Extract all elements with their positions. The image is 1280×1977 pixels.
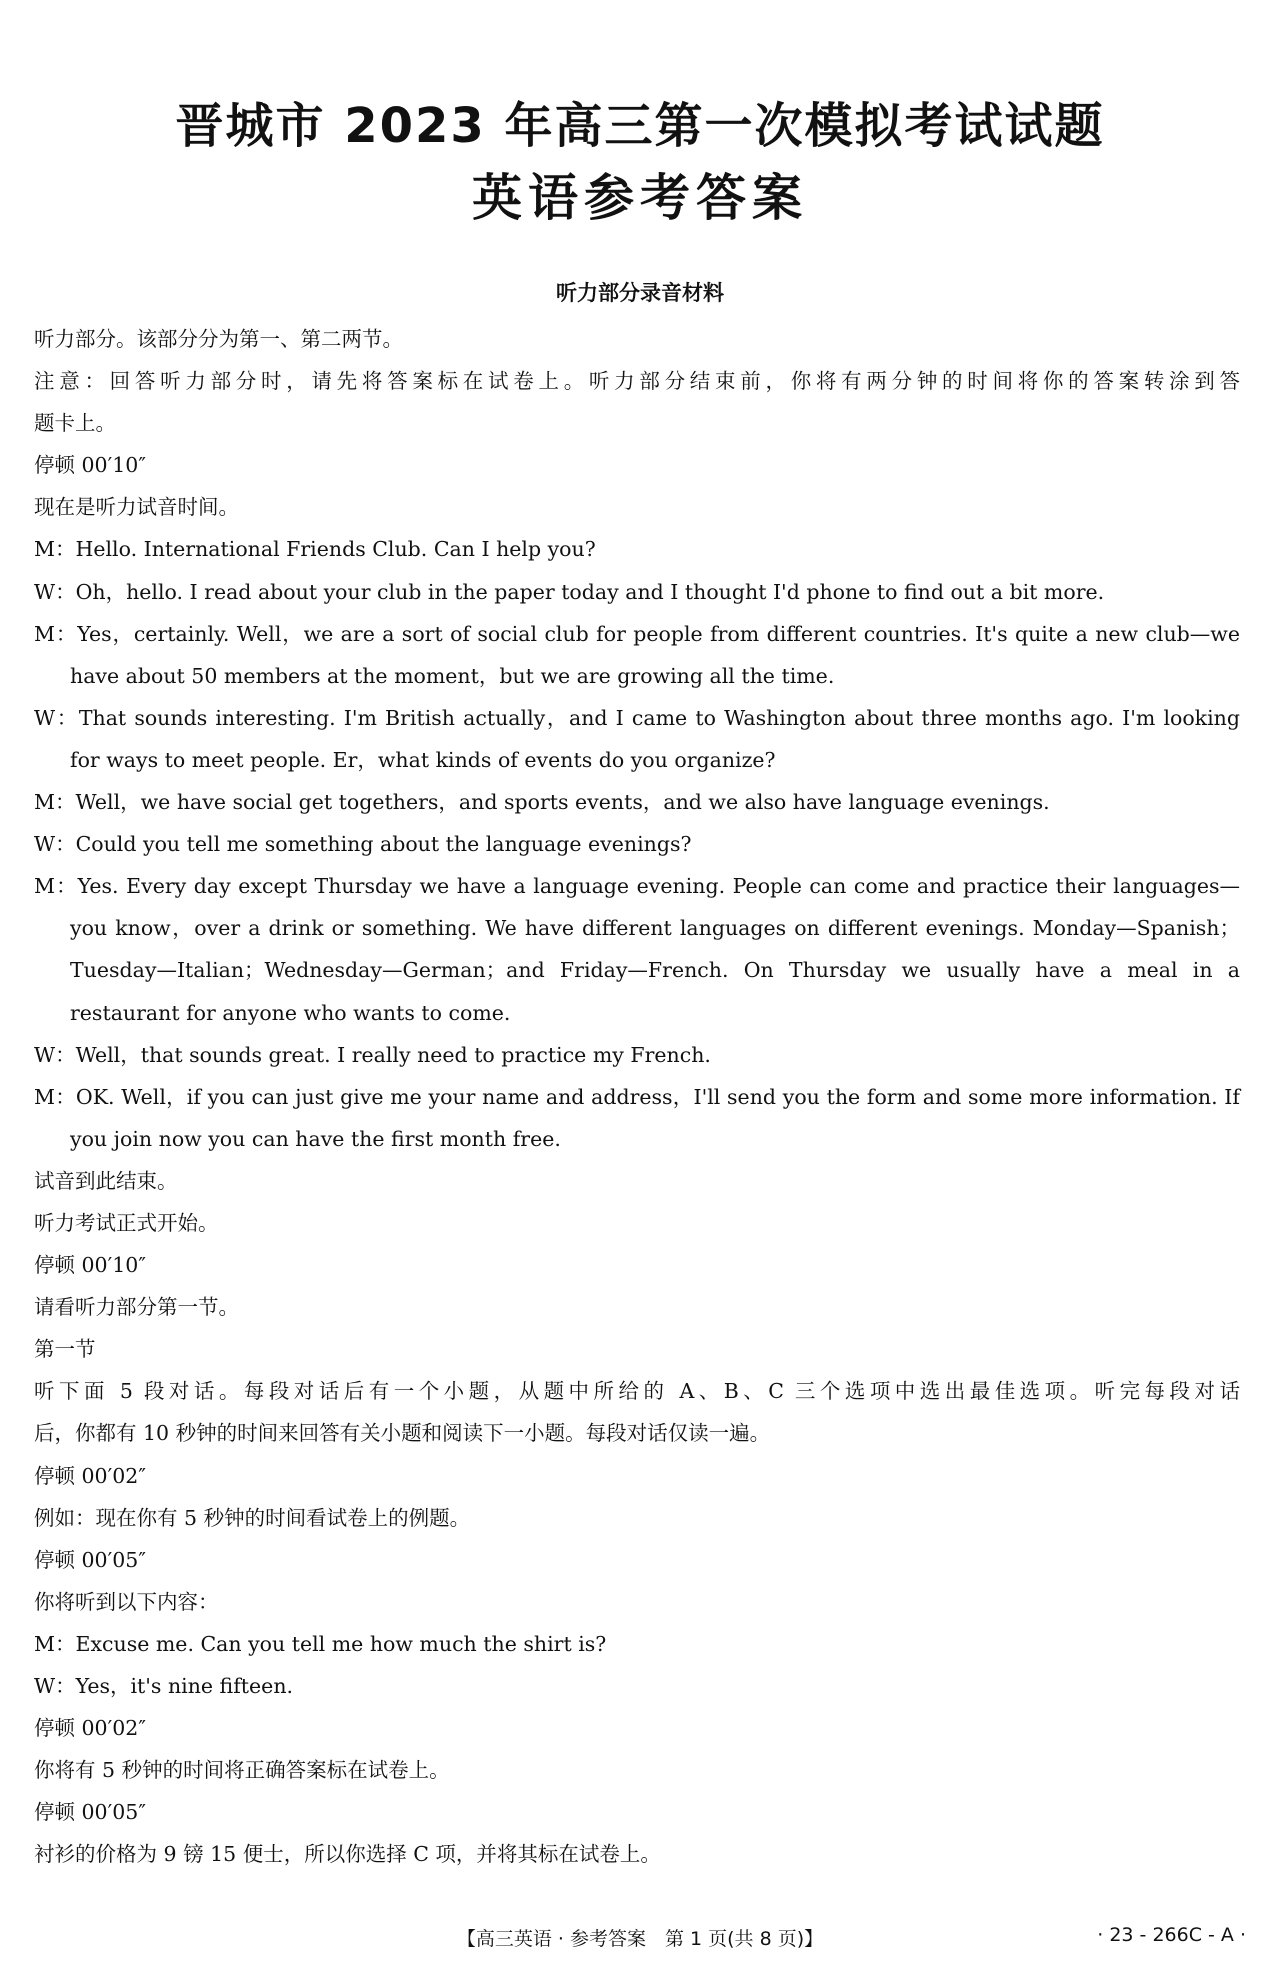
transcript-line: 第一节: [34, 1337, 96, 1362]
transcript-line: M：Hello. International Friends Club. Can I help you?: [34, 537, 596, 562]
transcript-line: 停顿 00′05″: [34, 1547, 146, 1572]
transcript-line: 听力部分。该部分分为第一、第二两节。: [34, 327, 403, 351]
footer-code: · 23 - 266C - A ·: [1097, 1924, 1246, 1946]
transcript-line: 后，你都有 10 秒钟的时间来回答有关小题和阅读下一小题。每段对话仅读一遍。: [34, 1421, 771, 1446]
transcript-line: 停顿 00′10″: [34, 453, 146, 478]
transcript-line: 停顿 00′05″: [34, 1800, 146, 1825]
document-subtitle: 英语参考答案: [472, 169, 808, 227]
transcript-line: 注意：回答听力部分时，请先将答案标在试卷上。听力部分结束前，你将有两分钟的时间将你的答案转涂到答: [34, 369, 1240, 394]
document-title: 晋城市 2023 年高三第一次模拟考试试题: [175, 98, 1105, 154]
transcript-line: M：Yes. Every day except Thursday we have a language evening. People can come and practice their languages—you know，over a drink or something. We have different languages on different evenings. Monday—Spanish；Tuesday—Italian；Wednesday—German；and Friday—French. On Thursday we usually have a meal in a restaurant for anyone who wants to come.: [34, 874, 1240, 1025]
transcript-line: M：Yes，certainly. Well，we are a sort of social club for people from different countries. It's quite a new club—we have about 50 members at the moment，but we are growing all the time.: [34, 621, 1240, 688]
section-heading: 听力部分录音材料: [556, 281, 724, 305]
transcript-line: M：Excuse me. Can you tell me how much the shirt is?: [34, 1631, 607, 1656]
transcript-line: 请看听力部分第一节。: [34, 1295, 239, 1320]
transcript-line: 试音到此结束。: [34, 1168, 178, 1193]
transcript-line: M：OK. Well，if you can just give me your name and address，I'll send you the form and some more information. If you join now you can have the first month free.: [34, 1084, 1240, 1151]
transcript-line: W：That sounds interesting. I'm British actually，and I came to Washington about three months ago. I'm looking for ways to meet people. Er，what kinds of events do you organize?: [34, 705, 1240, 772]
transcript-line: 你将听到以下内容：: [34, 1589, 219, 1614]
transcript-line: 停顿 00′02″: [34, 1716, 146, 1741]
transcript-line: W：Yes，it's nine fifteen.: [34, 1674, 294, 1698]
transcript-line: 衬衫的价格为 9 镑 15 便士，所以你选择 C 项，并将其标在试卷上。: [34, 1842, 661, 1867]
transcript-line: W：Well，that sounds great. I really need to practice my French.: [34, 1042, 711, 1067]
transcript-line: 你将有 5 秒钟的时间将正确答案标在试卷上。: [34, 1758, 450, 1783]
transcript-line: 题卡上。: [34, 411, 116, 436]
transcript-line: W：Oh，hello. I read about your club in the paper today and I thought I'd phone to find out a bit more.: [34, 579, 1105, 604]
transcript-line: W：Could you tell me something about the language evenings?: [34, 832, 692, 857]
transcript-line: 停顿 00′10″: [34, 1253, 146, 1278]
transcript-line: 例如：现在你有 5 秒钟的时间看试卷上的例题。: [34, 1505, 471, 1530]
transcript-line: 听下面 5 段对话。每段对话后有一个小题，从题中所给的 A、B、C 三个选项中选出最佳选项。听完每段对话: [34, 1379, 1240, 1404]
footer-page-label: 【高三英语 · 参考答案 第 1 页(共 8 页)】: [456, 1928, 824, 1950]
transcript-body: [34, 318, 1240, 1875]
page-footer: [0, 1924, 1280, 1954]
transcript-line: 现在是听力试音时间。: [34, 495, 239, 520]
transcript-line: M：Well，we have social get togethers，and sports events，and we also have language evenings.: [34, 790, 1050, 815]
transcript-line: 听力考试正式开始。: [34, 1210, 219, 1235]
transcript-line: 停顿 00′02″: [34, 1463, 146, 1488]
